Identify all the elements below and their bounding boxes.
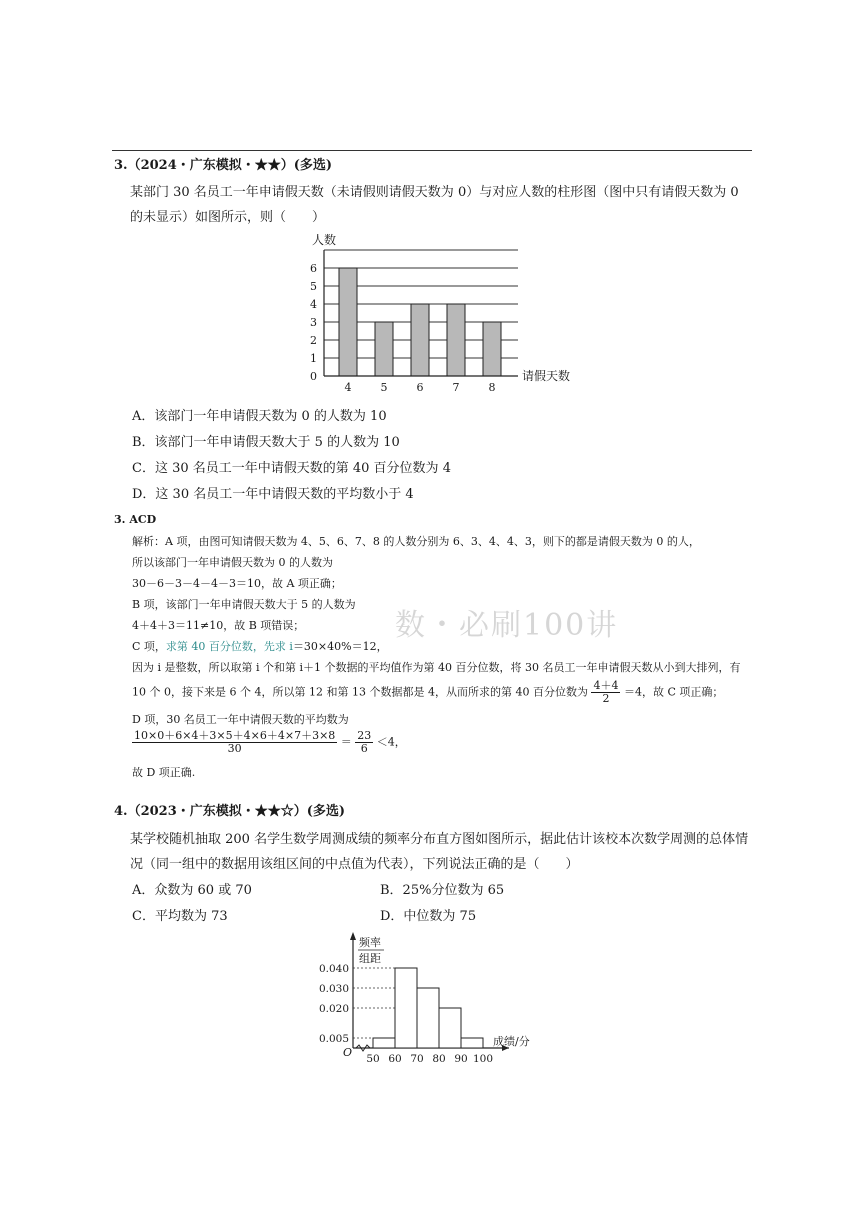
answer3-line5: 4＋4＋3＝11≠10，故 B 项错误； [132,619,305,632]
answer3-line9: D 项，30 名员工一年中请假天数的平均数为 [132,713,349,726]
y-tick-label: 1 [310,352,317,365]
q3-stem-line2: 的未显示）如图所示，则（ ） [130,210,326,225]
q3-bar-chart [300,228,590,396]
y-axis-arrow [350,932,356,940]
answer3-percentile-num: 4＋4 [593,679,619,692]
y-tick-label: 0.005 [318,1033,349,1045]
bar [447,304,465,376]
y-tick-label: 2 [310,334,317,347]
answer3-mean-fraction [132,730,337,755]
bar [339,268,357,376]
x-tick-label: 90 [454,1053,468,1065]
answer3-line4: B 项，该部门一年申请假天数大于 5 的人数为 [132,598,356,611]
y-tick-label: 3 [310,316,317,329]
q3-header: 3.（2024・广东模拟・★★）(多选) [114,158,333,173]
x-tick-label: 100 [472,1053,494,1065]
y-tick-label: 4 [310,298,317,311]
q4-option-c: C．平均数为 73 [132,909,228,924]
q4-option-d: D．中位数为 75 [380,909,477,924]
answer3-line3: 30－6－3－4－4－3＝10，故 A 项正确； [132,577,342,590]
histogram-bar [461,1038,483,1048]
y-axis-label-den: 组距 [359,952,381,965]
x-tick-label: 7 [452,381,460,394]
top-rule [112,150,752,151]
answer3-line7: 因为 i 是整数，所以取第 i 个和第 i＋1 个数据的平均值作为第 40 百分位数，将 30 名员工一年申请假天数从小到大排列，有 [132,661,741,674]
bar [411,304,429,376]
origin-label: O [343,1046,353,1059]
answer3-mean-num: 10×0＋6×4＋3×5＋4×6＋4×7＋3×8 [134,729,336,742]
x-tick-label: 50 [366,1053,380,1065]
histogram-bar [417,988,439,1048]
y-axis-label: 人数 [312,233,337,247]
histogram-bar [373,1038,395,1048]
answer3-line6 [132,640,388,654]
q3-option-d: D．这 30 名员工一年中请假天数的平均数小于 4 [132,487,414,502]
bar [375,322,393,376]
x-axis-label: 请假天数 [522,369,571,383]
q4-histogram [305,928,565,1078]
histogram-bar [395,968,417,1048]
answer3-mean-formula [132,730,406,755]
answer3-line10: 故 D 项正确. [132,766,196,779]
answer3-line6-post: ＝30×40%＝12， [292,640,388,653]
answer3-mean-res-num: 23 [357,729,372,742]
x-tick-label: 60 [388,1053,402,1065]
watermark: 数・必刷100讲 [395,608,619,643]
x-tick-label: 6 [416,381,424,394]
y-tick-label: 6 [310,262,317,275]
x-tick-label: 8 [488,381,496,394]
y-tick-label: 0.030 [318,983,349,995]
answer3-mean-res-den: 6 [360,742,368,755]
answer3-percentile-fraction [591,680,620,705]
histogram-bar [439,1008,461,1048]
answer3-line6-hint: 求第 40 百分位数，先求 i [165,640,293,653]
y-axis-label-num: 频率 [359,936,381,949]
x-tick-label: 5 [380,381,388,394]
y-tick-label: 5 [310,280,317,293]
q4-stem-line2: 况（同一组中的数据用该组区间的中点值为代表），下列说法正确的是（ ） [130,857,579,872]
answer3-mean-post: ＜4， [376,735,406,749]
q3-option-c: C．这 30 名员工一年中请假天数的第 40 百分位数为 4 [132,461,451,476]
q3-stem-line1: 某部门 30 名员工一年申请假天数（未请假则请假天数为 0）与对应人数的柱形图（图中只有请假天数为 0 [130,185,739,200]
answer3-mean-result [355,730,373,755]
x-tick-label: 80 [432,1053,446,1065]
q4-option-b: B．25%分位数为 65 [380,883,505,898]
answer3-line6-pre: C 项， [132,640,166,653]
answer3-label: 3. ACD [114,513,157,526]
answer3-percentile-den: 2 [602,692,610,705]
answer3-line8 [132,680,723,705]
y-tick-label: 0.040 [318,963,349,975]
q4-option-a: A．众数为 60 或 70 [132,883,252,898]
answer3-mean-eq: ＝ [340,735,352,749]
answer3-line8-post: ＝4，故 C 项正确； [623,685,724,699]
answer3-line8-pre: 10 个 0，接下来是 6 个 4，所以第 12 和第 13 个数据都是 4，从而所求的第 40 百分位数为 [132,685,588,699]
q3-option-b: B．该部门一年申请假天数大于 5 的人数为 10 [132,435,400,450]
bar [483,322,501,376]
y-tick-label: 0.020 [318,1003,349,1015]
answer3-line1: 解析：A 项，由图可知请假天数为 4、5、6、7、8 的人数分别为 6、3、4、4、3，则下的都是请假天数为 0 的人， [132,535,700,548]
answer3-mean-den: 30 [227,742,242,755]
answer3-line2: 所以该部门一年申请假天数为 0 的人数为 [132,556,333,569]
x-tick-label: 70 [410,1053,424,1065]
q4-header: 4.（2023・广东模拟・★★☆）(多选) [114,804,346,819]
y-tick-label: 0 [310,370,317,383]
x-axis-label: 成绩/分 [493,1035,530,1048]
q4-stem-line1: 某学校随机抽取 200 名学生数学周测成绩的频率分布直方图如图所示，据此估计该校本次数学周测的总体情 [130,832,749,847]
x-tick-label: 4 [344,381,352,394]
q3-option-a: A．该部门一年申请假天数为 0 的人数为 10 [132,409,387,424]
